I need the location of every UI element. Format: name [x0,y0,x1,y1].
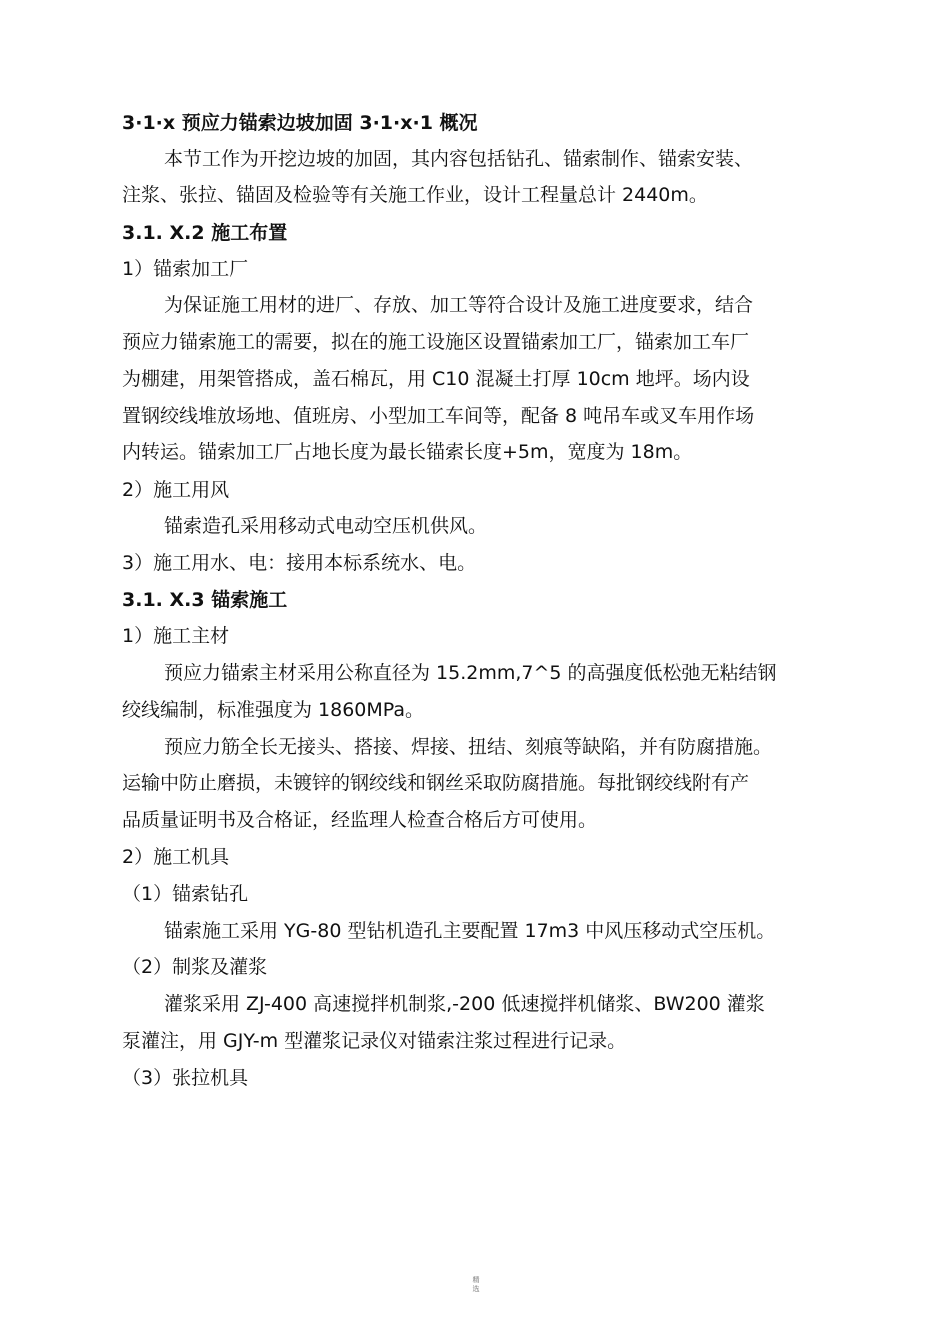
paragraph-line: 预应力锚索施工的需要，拟在的施工设施区设置锚索加工厂，锚索加工车厂 [122,331,750,353]
page-footer-mark [466,1276,486,1294]
sub-item-heading: （2）制浆及灌浆 [122,956,268,978]
paragraph-line: 锚索施工采用 YG-80 型钻机造孔主要配置 17m3 中风压移动式空压机。 [164,920,776,942]
paragraph-line: 内转运。锚索加工厂占地长度为最长锚索长度+5m，宽度为 18m。 [122,441,693,463]
paragraph-line: 品质量证明书及合格证，经监理人检查合格后方可使用。 [122,809,598,831]
paragraph-line: 运输中防止磨损，未镀锌的钢绞线和钢丝采取防腐措施。每批钢绞线附有产 [122,772,750,794]
sub-item-heading: （3）张拉机具 [122,1067,249,1089]
section-heading: 3·1·x 预应力锚索边坡加固 3·1·x·1 概况 [122,112,478,134]
item-heading: 1）锚索加工厂 [122,258,249,280]
sub-item-heading: （1）锚索钻孔 [122,883,249,905]
paragraph-line: 为棚建，用架管搭成，盖石棉瓦，用 C10 混凝土打厚 10cm 地坪。场内设 [122,368,750,390]
paragraph-line: 注浆、张拉、锚固及检验等有关施工作业，设计工程量总计 2440m。 [122,184,708,206]
paragraph-line: 泵灌注，用 GJY-m 型灌浆记录仪对锚索注浆过程进行记录。 [122,1030,627,1052]
paragraph-line: 置钢绞线堆放场地、值班房、小型加工车间等，配备 8 吨吊车或叉车用作场 [122,405,755,427]
section-heading: 3.1. X.2 施工布置 [122,222,288,244]
paragraph-line: 预应力筋全长无接头、搭接、焊接、扭结、刻痕等缺陷，并有防腐措施。 [164,736,773,758]
item-heading: 3）施工用水、电：接用本标系统水、电。 [122,552,477,574]
paragraph-line: 绞线编制，标准强度为 1860MPa。 [122,699,425,721]
item-heading: 2）施工机具 [122,846,230,868]
paragraph-line: 预应力锚索主材采用公称直径为 15.2mm,7^5 的高强度低松弛无粘结钢 [164,662,777,684]
item-heading: 2）施工用风 [122,479,230,501]
footer-char: 精 [472,1276,480,1284]
paragraph-line: 本节工作为开挖边坡的加固，其内容包括钻孔、锚索制作、锚索安装、 [164,148,754,170]
item-heading: 1）施工主材 [122,625,230,647]
paragraph-line: 为保证施工用材的进厂、存放、加工等符合设计及施工进度要求，结合 [164,294,754,316]
section-heading: 3.1. X.3 锚索施工 [122,589,288,611]
paragraph-line: 锚索造孔采用移动式电动空压机供风。 [164,515,488,537]
paragraph-line: 灌浆采用 ZJ-400 高速搅拌机制浆,-200 低速搅拌机储浆、BW200 灌浆 [164,993,765,1015]
footer-char: 选 [472,1285,480,1293]
